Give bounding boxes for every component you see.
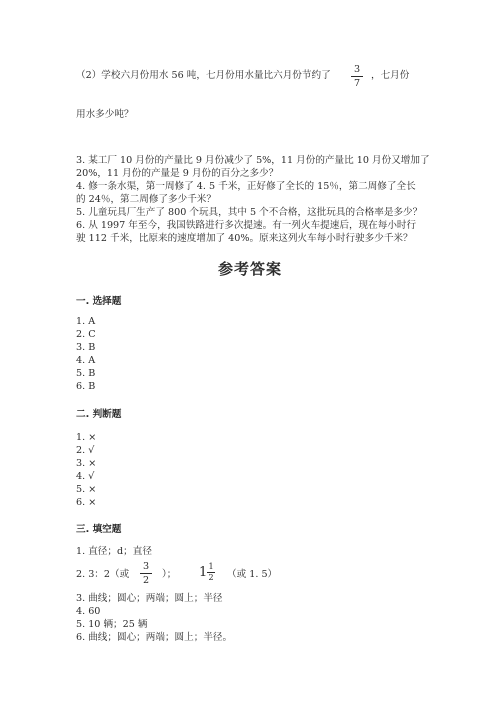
answer-fraction	[140, 561, 152, 586]
list-item: 1. A	[76, 316, 96, 327]
list-item: 1. ×	[76, 432, 97, 443]
list-item: 4. 60	[76, 606, 101, 617]
mixed-fraction-numerator: 1	[208, 562, 214, 571]
q2-text-part1: （2）学校六月份用水 56 吨，七月份用水量比六月份节约了	[76, 70, 331, 81]
mixed-whole: 1	[199, 565, 208, 580]
list-item-part: ）；	[162, 569, 177, 580]
problem-line: 3. 某工厂 10 月份的产量比 9 月份减少了 5%，11 月份的产量比 10 月份又增加了	[76, 155, 430, 166]
list-item: 6. 曲线；圆心；两端；圆上；半径。	[76, 632, 233, 643]
q2-fraction	[351, 64, 363, 89]
problem-line: 20%，11 月份的产量是 9 月份的百分之多少？	[76, 168, 279, 179]
fraction-bar	[351, 76, 363, 77]
list-item: 5. ×	[76, 484, 97, 495]
answers-title: 参考答案	[217, 260, 282, 278]
answer-fraction-denominator: 2	[142, 575, 150, 586]
list-item: 6. B	[76, 381, 96, 392]
list-item: 5. B	[76, 368, 96, 379]
q2-fraction-numerator: 3	[353, 64, 361, 75]
list-item: 5. 10 辆；25 辆	[76, 619, 148, 630]
problem-line: 的 24％，第二周修了多少千米？	[76, 194, 216, 205]
list-item: 1. 直径；d；直径	[76, 546, 152, 557]
section-heading-judgement: 二. 判断题	[76, 409, 122, 420]
problem-line: 4. 修一条水渠，第一周修了 4. 5 千米，正好修了全长的 15％，第二周修了全长	[76, 181, 416, 192]
mixed-fraction-denominator: 2	[208, 573, 214, 582]
fraction-bar	[140, 573, 152, 574]
q2-text-part2: ，七月份	[371, 70, 410, 81]
problem-line: 驶 112 千米，比原来的速度增加了 40%。原来这列火车每小时行驶多少千米？	[76, 233, 413, 244]
problem-line: 5. 儿童玩具厂生产了 800 个玩具，其中 5 个不合格，这批玩具的合格率是多少？	[76, 207, 423, 218]
mixed-fraction	[207, 562, 215, 582]
section-heading-fill-blank: 三. 填空题	[76, 524, 122, 535]
list-item: 4. A	[76, 355, 96, 366]
list-item: 3. ×	[76, 458, 97, 469]
list-item: 3. 曲线；圆心；两端；圆上；半径	[76, 593, 223, 604]
list-item: 6. ×	[76, 497, 97, 508]
list-item: 2. √	[76, 445, 95, 456]
answer-fraction-numerator: 3	[142, 561, 150, 572]
list-item-part: （或 1. 5）	[227, 569, 278, 580]
list-item: 3. B	[76, 342, 96, 353]
q2-fraction-denominator: 7	[353, 78, 361, 89]
problem-line: 6. 从 1997 年至今，我国铁路进行多次提速。有一列火车提速后，现在每小时行	[76, 220, 417, 231]
list-item: 4. √	[76, 471, 95, 482]
list-item: 2. C	[76, 329, 96, 340]
q2-text-line2: 用水多少吨？	[76, 109, 134, 120]
list-item-part: 2. 3：2（或	[76, 569, 130, 580]
section-heading-choice: 一. 选择题	[76, 296, 122, 307]
